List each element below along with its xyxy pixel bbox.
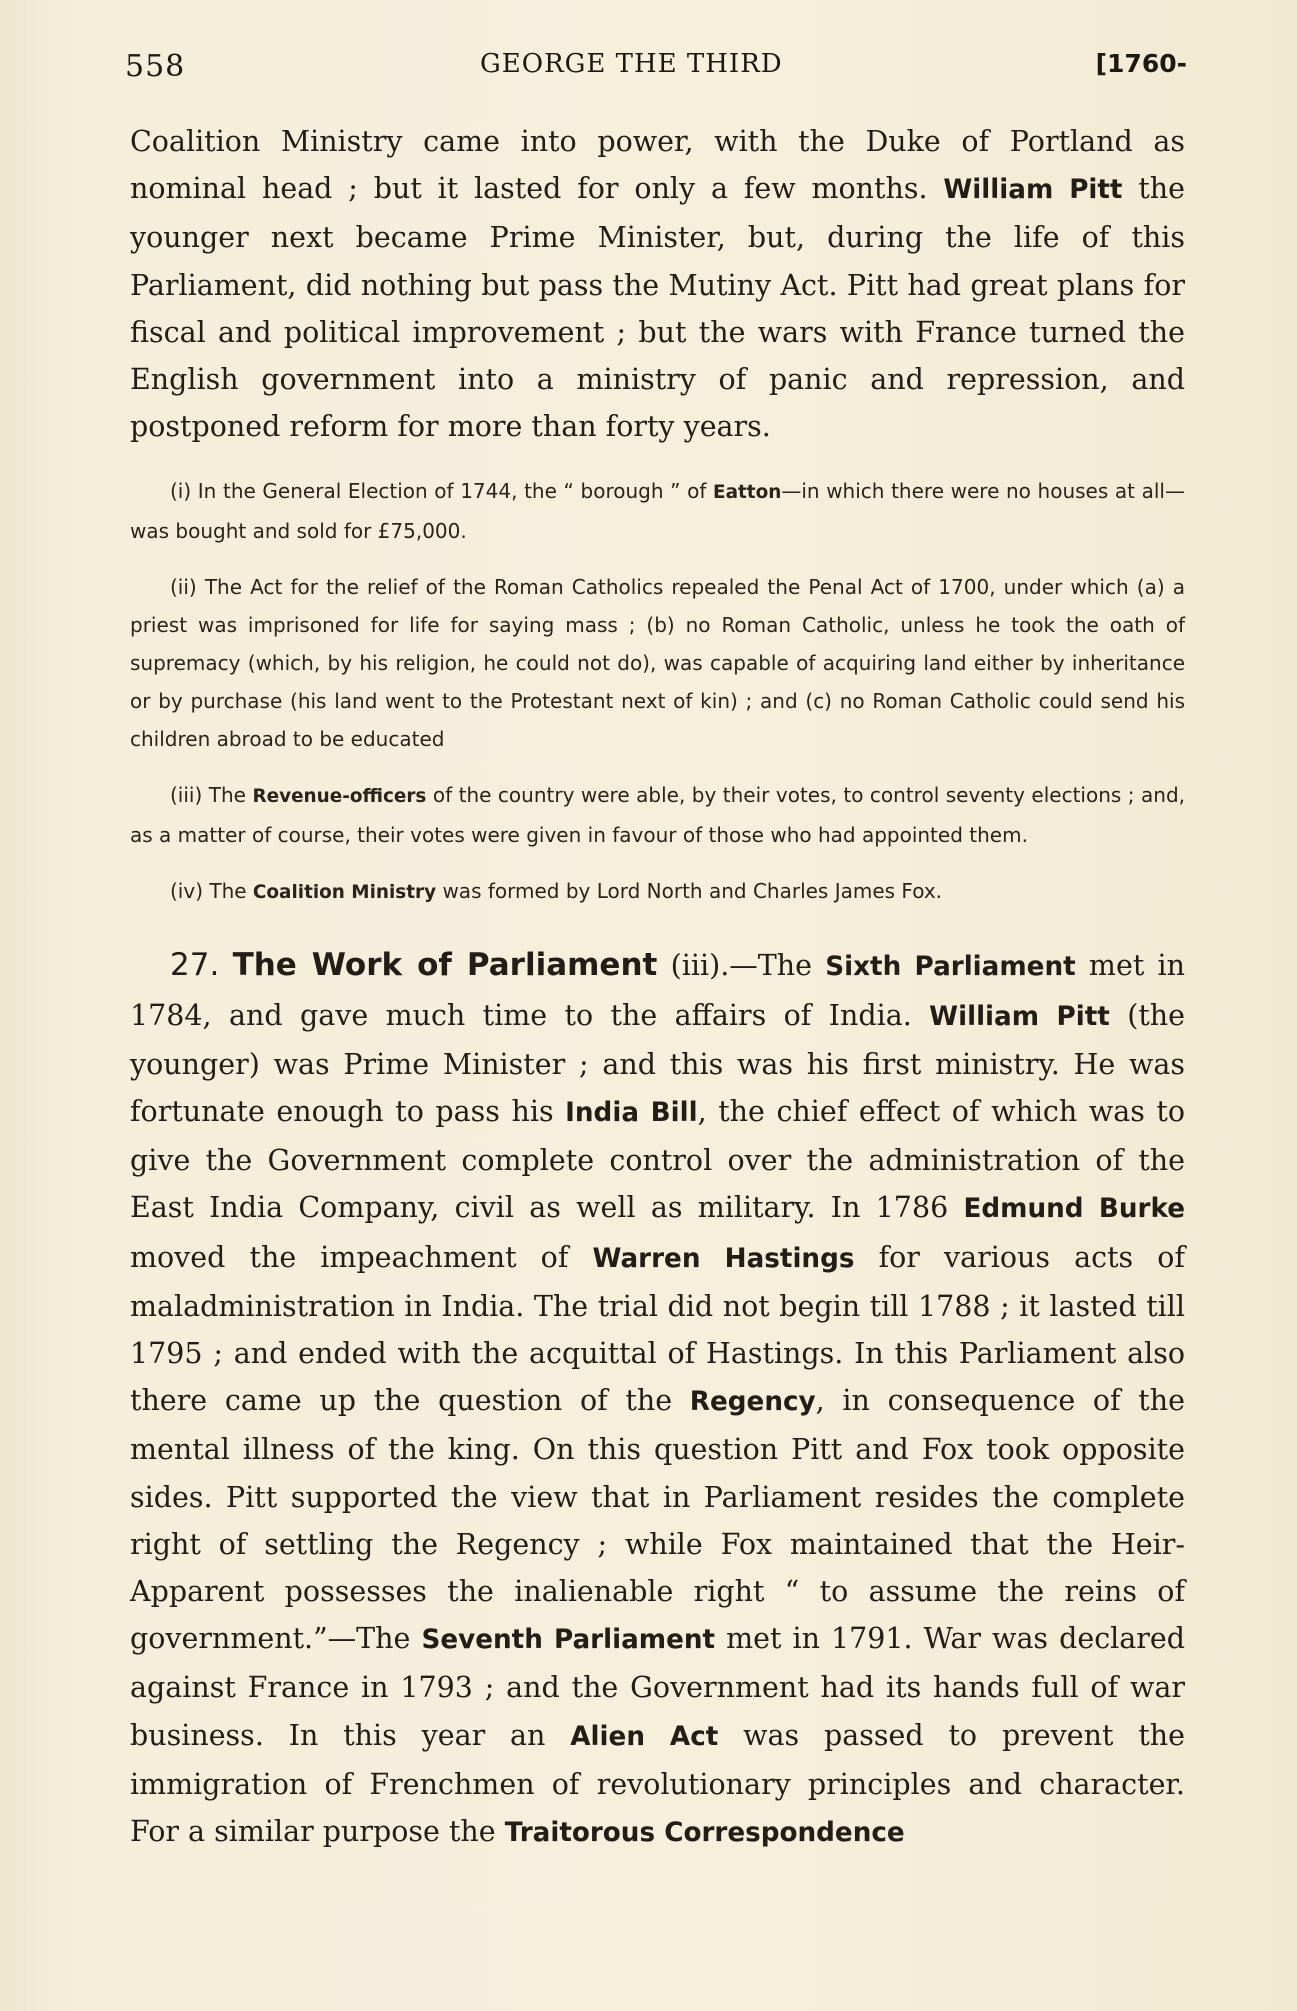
page-body: [130, 118, 1185, 1857]
continuation-paragraph: [130, 118, 1185, 450]
text-run: (iii) The: [170, 783, 253, 808]
bold-term: India Bill: [565, 1098, 698, 1129]
text-run: —in which there were no houses at all—was bought and sold for £75,000.: [130, 479, 1185, 544]
section-number: 27.: [170, 947, 220, 984]
text-run: (iv) The: [170, 879, 253, 904]
bold-term: William Pitt: [943, 175, 1123, 206]
text-run: , the chief effect of which was to give the Government complete control over the administration of the East India Company, civil as well as military. In 1786: [130, 1095, 1185, 1225]
text-run: of the country were able, by their votes, to control seventy elections ; and, as a matter of course, their votes were given in favour of those who had appointed them.: [130, 783, 1186, 848]
running-date: [1760-: [1095, 49, 1187, 78]
text-run: was passed to prevent the immigration of Frenchmen of revolutionary principles and character. For a similar purpose the: [130, 1718, 1185, 1849]
note-3: [130, 776, 1185, 854]
note-1: [130, 472, 1185, 550]
note-4: [130, 872, 1185, 912]
text-run: (the younger) was Prime Minister ; and this was his first ministry. He was fortunate enough to pass his: [130, 998, 1185, 1129]
text-run: (ii) The Act for the relief of the Roman Catholics repealed the Penal Act of 1700, under which (a) a priest was imprisoned for life for saying mass ; (b) no Roman Catholic, unless he took the oath of supremacy (which, by his religion, he could not do), was capable of acquiring land either by inheritance or by purchase (his land went to the Protestant next of kin) ; and (c) no Roman Catholic could send his children abroad to be educated: [130, 575, 1185, 752]
bold-term: Eatton: [713, 482, 782, 504]
bold-term: Revenue-officers: [252, 786, 427, 808]
text-run: met in 1791. War was declared against France in 1793 ; and the Government had its hands full of war business. In this year an: [130, 1622, 1186, 1752]
running-title: GEORGE THE THIRD: [480, 49, 783, 79]
bold-term: William Pitt: [929, 1001, 1110, 1032]
bold-term: Seventh Parliament: [421, 1625, 716, 1656]
bold-term: Traitorous Correspondence: [504, 1818, 905, 1849]
text-run: (i) In the General Election of 1744, the “ borough ” of: [170, 479, 714, 504]
note-2: [130, 568, 1185, 758]
text-run: the younger next became Prime Minister, but, during the life of this Parliament, did nothing but pass the Mutiny Act. Pitt had great plans for fiscal and political improvement ; but the wars with France turned the English government into a ministry of panic and repression, and postponed reform for more than forty years.: [130, 172, 1185, 444]
running-header: [125, 45, 1187, 95]
text-run: was formed by Lord North and Charles James Fox.: [436, 879, 943, 904]
notes-section: [130, 472, 1185, 912]
text-run: , in consequence of the mental illness of the king. On this question Pitt and Fox took opposite sides. Pitt supported the view that in Parliament resides the complete right of settling the Regency ; while Fox maintained that the Heir-Apparent possesses the inalienable right “ to assume the reins of government.”—The: [130, 1384, 1185, 1656]
bold-term: Edmund Burke: [963, 1194, 1185, 1225]
bold-term: Sixth Parliament: [825, 952, 1076, 983]
text-run: for various acts of maladministration in India. The trial did not begin till 1788 ; it lasted till 1795 ; and ended with the acquittal of Hastings. In this Parliament also there came up the question of the: [130, 1240, 1185, 1418]
bold-term: Coalition Ministry: [252, 882, 437, 904]
text-run: (iii).—The: [657, 949, 826, 983]
section-title: The Work of Parliament: [232, 947, 658, 984]
bold-term: Regency: [689, 1387, 816, 1418]
bold-term: Warren Hastings: [592, 1243, 855, 1274]
bold-term: Alien Act: [570, 1721, 719, 1752]
text-run: Coalition Ministry came into power, with the Duke of Portland as nominal head ; but it lasted for only a few months.: [130, 125, 1185, 206]
text-run: moved the impeachment of: [130, 1240, 593, 1274]
text-run: met in 1784, and gave much time to the affairs of India.: [130, 949, 1186, 1032]
page-number: 558: [125, 49, 186, 84]
section-27-paragraph: [130, 942, 1185, 1857]
